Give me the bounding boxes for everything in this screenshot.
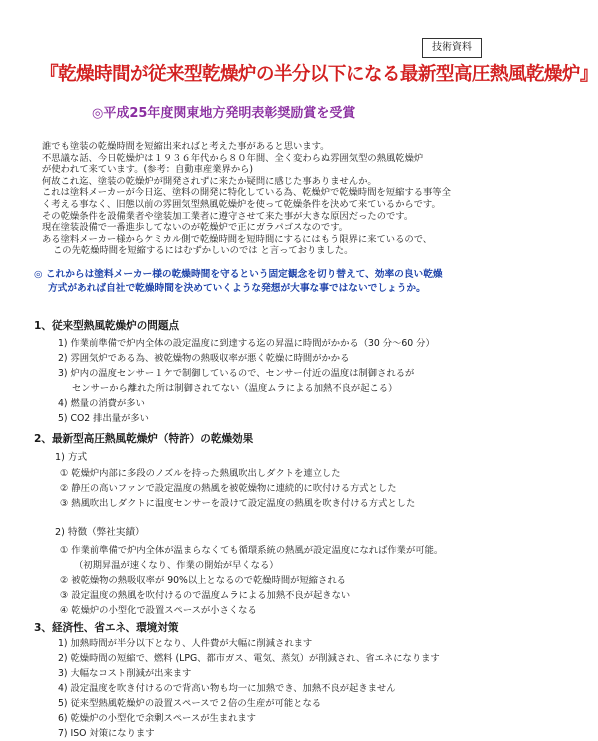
list-item: ② 被乾燥物の熱吸収率が 90%以上となるので乾燥時間が短縮される <box>60 575 346 586</box>
problems-list <box>58 336 498 426</box>
intro-line: 誰でも塗装の乾燥時間を短縮出来ればと考えた事があると思います。 <box>42 141 330 152</box>
list-item: 7) ISO 対策になります <box>58 728 155 739</box>
list-item: センサーから離れた所は制御されてない（温度ムラによる加熱不良が起こる） <box>72 383 398 394</box>
intro-line: 現在塗装設備で一番進歩してないのが乾燥炉で正にガラパゴスなのです。 <box>42 222 349 234</box>
list-item: ③ 設定温度の熱風を吹付けるので温度ムラによる加熱不良が起きない <box>60 590 351 601</box>
intro-line: 不思議な話、今日乾燥炉は１９３６年代から８０年間、全く変わらぬ雰囲気型の熱風乾燥炉 <box>42 152 424 164</box>
intro-paragraph <box>42 141 488 257</box>
highlight-statement <box>34 268 494 295</box>
feature-list <box>60 543 500 618</box>
method-list <box>60 466 500 511</box>
list-item: 4) 設定温度を吹き付けるので背高い物も均一に加熱でき、加熱不良が起きません <box>58 683 396 694</box>
section-heading-economy: 3、経済性、省エネ、環境対策 <box>34 622 179 634</box>
list-item: ② 静圧の高いファンで設定温度の熱風を被乾燥物に連続的に吹付ける方式とした <box>60 483 397 494</box>
highlight-line: ◎ これからは塗料メーカー様の乾燥時間を守るという固定観念を切り替えて、効率の良い乾燥 <box>34 269 443 280</box>
intro-line: その乾燥条件を設備業者や塗装加工業者に遵守させて来た事が大きな原因だったのです。 <box>42 210 414 222</box>
section-heading-effects: 2、最新型高圧熱風乾燥炉（特許）の乾燥効果 <box>34 433 254 445</box>
intro-line: この先乾燥時間を短縮するにはむずかしいのでは と言っておりました。 <box>53 245 354 257</box>
list-item: 2) 乾燥時間の短縮で、燃料 (LPG、都市ガス、電気、蒸気）が削減され、省エネになります <box>58 653 440 664</box>
list-item: ④ 乾燥炉の小型化で設置スペースが小さくなる <box>60 605 257 616</box>
list-item: 5) CO2 排出量が多い <box>58 413 149 424</box>
list-item: 1) 加熱時間が半分以下となり、人件費が大幅に削減されます <box>58 638 313 649</box>
intro-line: ある塗料メーカー様からケミカル側で乾燥時間を短時間にするにはもう限界に来ているので、 <box>42 233 433 245</box>
intro-line: が使われて来ています。(参考：自動車産業界から) <box>42 164 254 176</box>
intro-line: く考える事なく、旧態以前の雰囲気型熱風乾燥炉を使って乾燥条件を決めて来ているからです。 <box>42 198 441 210</box>
intro-line: これは塗料メーカーが今日迄、塗料の開発に特化している為、乾燥炉で乾燥時間を短縮する事等全 <box>42 187 451 199</box>
list-item: 2) 雰囲気炉である為、被乾燥物の熱吸収率が悪く乾燥に時間がかかる <box>58 353 350 364</box>
section-heading-problems: 1、従来型熱風乾燥炉の問題点 <box>34 320 180 332</box>
list-item: 4) 燃量の消費が多い <box>58 398 145 409</box>
feature-label: 2) 特徴（弊社実績） <box>55 527 145 538</box>
intro-line: 何故これ迄、塗装の乾燥炉が開発されずに来たか疑問に感じた事ありませんか。 <box>42 175 377 187</box>
document-title: 『乾燥時間が従来型乾燥炉の半分以下になる最新型高圧熱風乾燥炉』 <box>40 64 598 85</box>
method-label: 1) 方式 <box>55 452 88 463</box>
list-item: 3) 大幅なコスト削減が出来ます <box>58 668 192 679</box>
list-item: ③ 熱風吹出しダクトに温度センサーを設けて設定温度の熱風を吹き付ける方式とした <box>60 498 416 509</box>
list-item: 1) 作業前準備で炉内全体の設定温度に到達する迄の昇温に時間がかかる（30 分～60 分） <box>58 338 435 349</box>
list-item: ① 乾燥炉内部に多段のノズルを持った熱風吹出しダクトを連立した <box>60 468 341 479</box>
list-item: 6) 乾燥炉の小型化で余剰スペースが生まれます <box>58 713 256 724</box>
list-item: ① 作業前準備で炉内全体が温まらなくても循環系統の熱風が設定温度になれば作業が可能。 <box>60 545 444 556</box>
award-subtitle <box>92 102 432 121</box>
list-item: 3) 炉内の温度センサー１ケで制御しているので、センサー付近の温度は制御されるが <box>58 368 415 379</box>
economy-list <box>58 636 498 741</box>
highlight-line: 方式があれば自社で乾燥時間を決めていくような発想が大事な事ではないでしょうか。 <box>48 282 426 294</box>
award-text: 平成25年度関東地方発明表彰奨励賞を受賞 <box>103 106 356 121</box>
list-item: （初期昇温が速くなり、作業の開始が早くなる） <box>74 560 279 571</box>
list-item: 5) 従来型熱風乾燥炉の設置スペースで２倍の生産が可能となる <box>58 698 322 709</box>
document-type-tag: 技術資料 <box>422 38 482 58</box>
bullet-mark: ◎ <box>92 106 104 121</box>
